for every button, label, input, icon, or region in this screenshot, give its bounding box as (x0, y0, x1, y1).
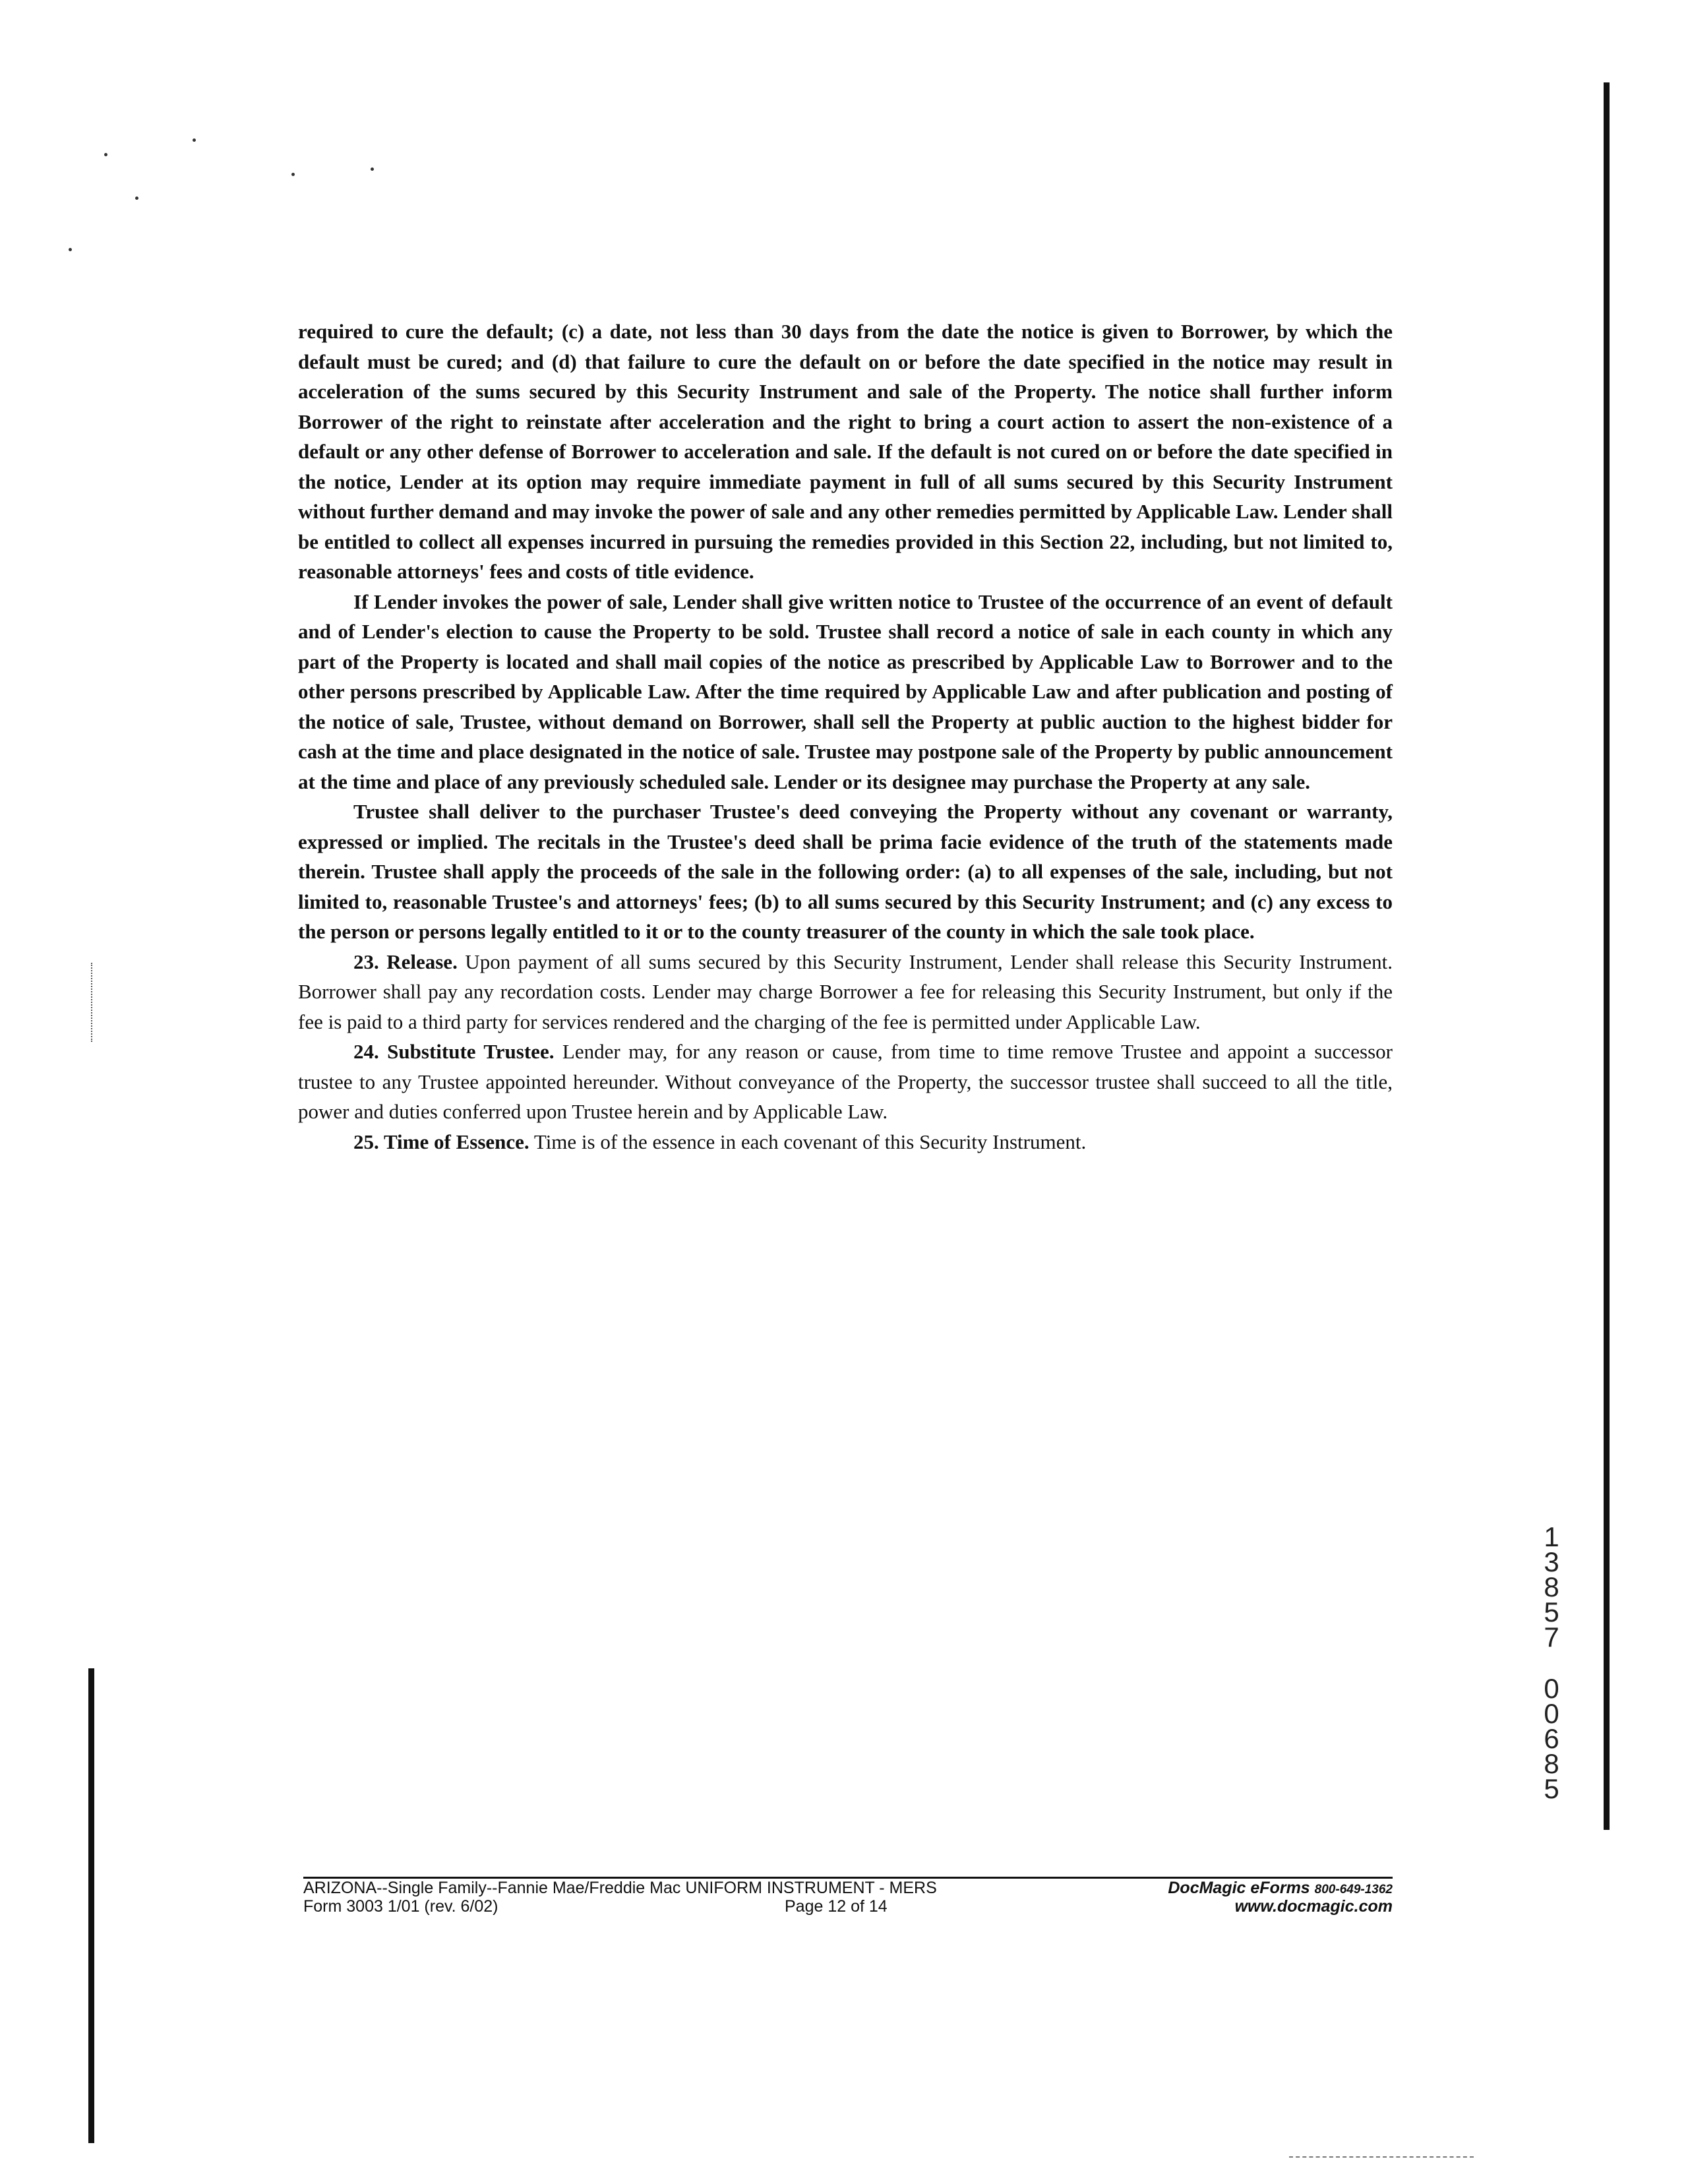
section-25-time-of-essence (298, 1127, 1393, 1157)
page-footer (303, 1877, 1393, 1916)
recording-digit: 5 (1544, 1596, 1559, 1627)
paragraph-trustee-deed: Trustee shall deliver to the purchaser Trustee's deed conveying the Property without any covenant or warranty, expressed or implied. The recitals in the Trustee's deed shall be prima facie evidence of the truth of the statements made therein. Trustee shall apply the proceeds of the sale in the following order: (a) to all expenses of the sale, including, but not limited to, reasonable Trustee's and attorneys' fees; (b) to all sums secured by this Security Instrument; and (c) any excess to the person or persons legally entitled to it or to the county treasurer of the county in which the sale took place. (298, 800, 1393, 943)
scan-speck (104, 153, 107, 156)
footer-row-2 (303, 1897, 1393, 1916)
recording-number-book (1528, 1521, 1575, 1653)
recording-number-page (1528, 1673, 1575, 1804)
section-heading: 23. Release. (353, 950, 458, 973)
scan-mark-left (91, 963, 94, 1042)
recording-digit: 5 (1544, 1773, 1559, 1804)
scan-edge-left (88, 1668, 94, 2143)
recording-digit: 0 (1544, 1698, 1559, 1729)
section-text: Upon payment of all sums secured by this Security Instrument, Lender shall release this Security Instrument. Borrower shall pay any recordation costs. Lender may charge Borrower a fee for releasing this Security Instrument, but only if the fee is paid to a third party for services rendered and the charging of the fee is permitted under Applicable Law. (298, 950, 1393, 1033)
scan-speck (135, 197, 138, 200)
form-number: Form 3003 1/01 (rev. 6/02) (303, 1897, 498, 1916)
section-heading: 24. Substitute Trustee. (353, 1040, 555, 1063)
section-22-text (298, 317, 1393, 947)
recording-digit: 8 (1544, 1748, 1559, 1779)
section-24-substitute-trustee (298, 1037, 1393, 1127)
scan-mark-bottom (1289, 2156, 1474, 2158)
recording-digit: 0 (1544, 1673, 1559, 1704)
section-text: Lender may, for any reason or cause, from time to time remove Trustee and appoint a successor trustee to any Trustee appointed hereunder. Without conveyance of the Property, the successor trustee shall succeed to all the title, power and duties conferred upon Trustee herein and by Applicable Law. (298, 1040, 1393, 1123)
scan-speck (291, 173, 295, 176)
recording-digit: 3 (1544, 1546, 1559, 1577)
document-body (298, 317, 1393, 1157)
form-title: ARIZONA--Single Family--Fannie Mae/Freddie Mac UNIFORM INSTRUMENT - MERS (303, 1879, 937, 1897)
section-23-release (298, 947, 1393, 1037)
brand-name: DocMagic eForms (1168, 1879, 1310, 1897)
scan-speck (371, 167, 374, 171)
scan-speck (193, 138, 196, 142)
recording-digit: 1 (1544, 1521, 1559, 1552)
scan-speck (69, 248, 72, 251)
paragraph-power-of-sale: If Lender invokes the power of sale, Lender shall give written notice to Trustee of the occurrence of an event of default and of Lender's election to cause the Property to be sold. Trustee shall record a notice of sale in each county in which any part of the Property is located and shall mail copies of the notice as prescribed by Applicable Law to Borrower and to the other persons prescribed by Applicable Law. After the time required by Applicable Law and after publication and posting of the notice of sale, Trustee, without demand on Borrower, shall sell the Property at public auction to the highest bidder for cash at the time and place designated in the notice of sale. Trustee may postpone sale of the Property by public announcement at the time and place of any previously scheduled sale. Lender or its designee may purchase the Property at any sale. (298, 590, 1393, 793)
docmagic-brand (1168, 1879, 1393, 1899)
scan-edge-right (1604, 82, 1610, 1830)
section-heading: 25. Time of Essence. (353, 1130, 529, 1153)
paragraph-default-notice: required to cure the default; (c) a date, not less than 30 days from the date the notice is given to Borrower, by which the default must be cured; and (d) that failure to cure the default on or before the date specified in the notice may result in acceleration of the sums secured by this Security Instrument and sale of the Property. The notice shall further inform Borrower of the right to reinstate after acceleration and the right to bring a court action to assert the non-existence of a default or any other defense of Borrower to acceleration and sale. If the default is not cured on or before the date specified in the notice, Lender at its option may require immediate payment in full of all sums secured by this Security Instrument without further demand and may invoke the power of sale and any other remedies permitted by Applicable Law. Lender shall be entitled to collect all expenses incurred in pursuing the remedies provided in this Section 22, including, but not limited to, reasonable attorneys' fees and costs of title evidence. (298, 320, 1393, 583)
recording-digit: 6 (1544, 1723, 1559, 1754)
recording-digit: 7 (1544, 1622, 1559, 1653)
recording-digit: 8 (1544, 1571, 1559, 1602)
section-text: Time is of the essence in each covenant of this Security Instrument. (529, 1130, 1087, 1153)
recording-number (1528, 1521, 1575, 1828)
page-number: Page 12 of 14 (785, 1897, 888, 1916)
brand-phone: 800-649-1362 (1314, 1883, 1393, 1896)
footer-row-1 (303, 1879, 1393, 1897)
brand-website: www.docmagic.com (1234, 1897, 1393, 1916)
